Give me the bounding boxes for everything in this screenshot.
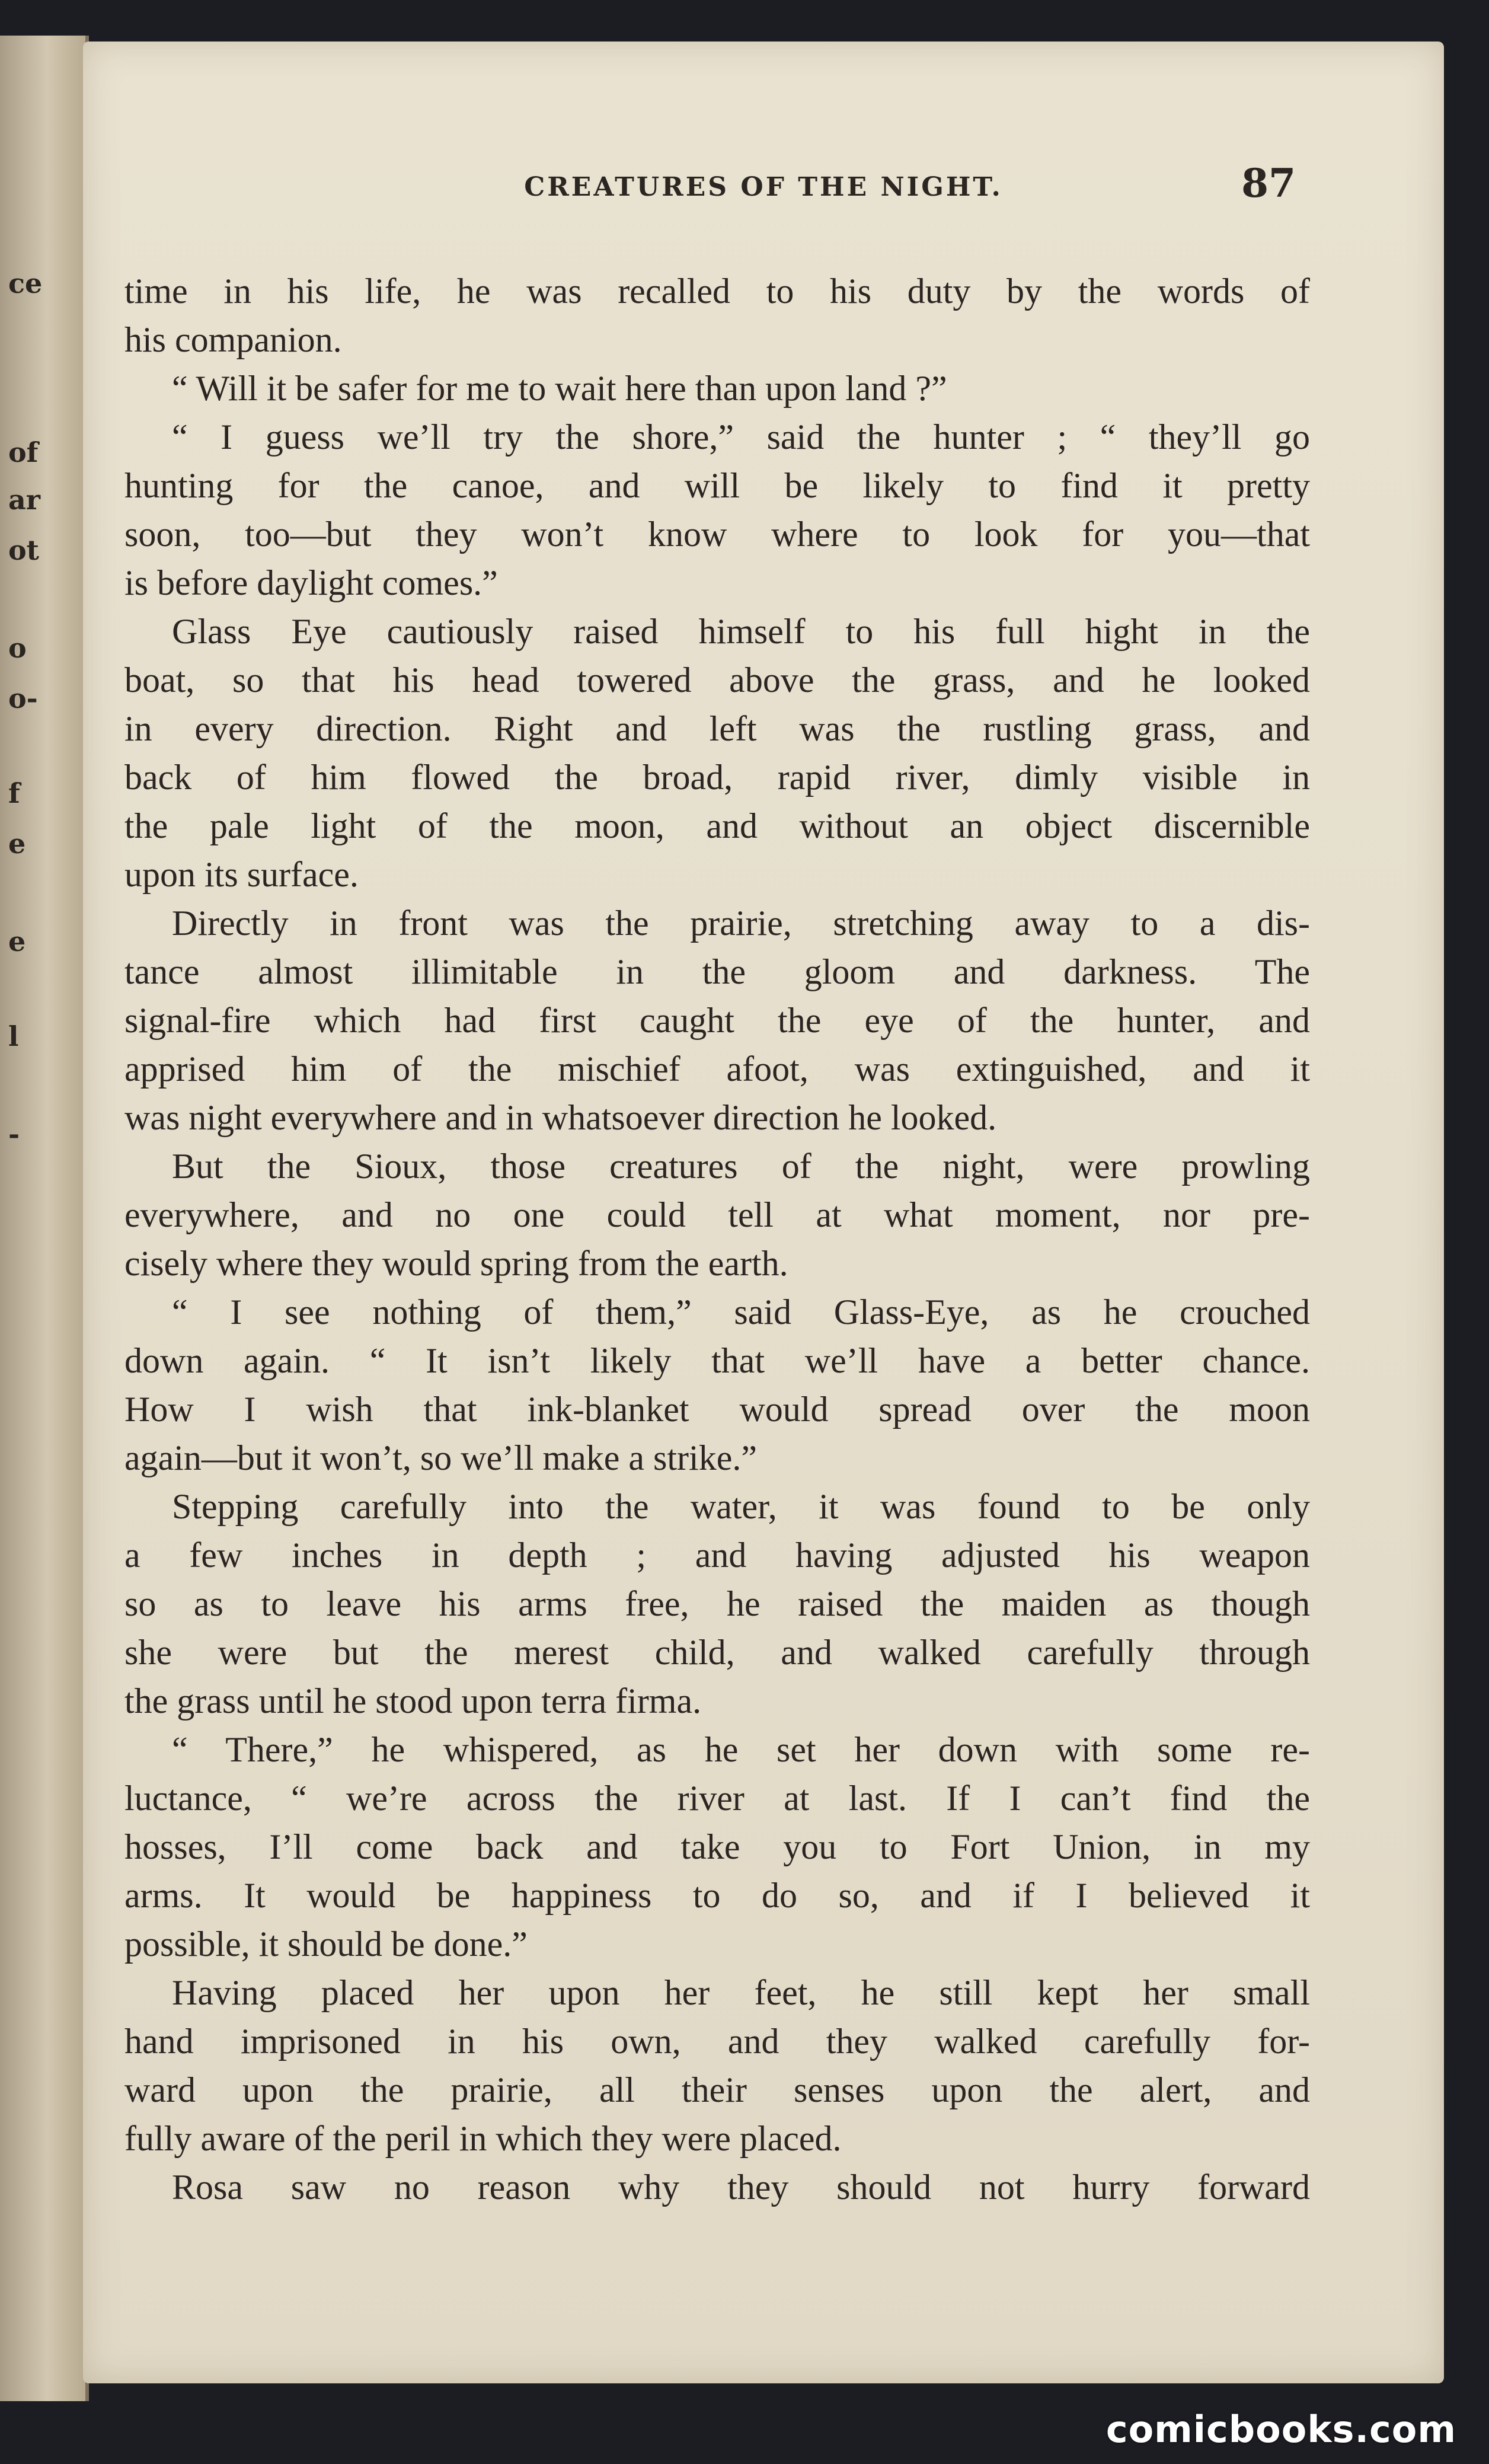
- prev-page-fragment: of: [8, 436, 39, 468]
- text-line: hosses, I’ll come back and take you to Fort Union, in my: [124, 1827, 1310, 1866]
- prev-page-fragment: ot: [8, 534, 39, 566]
- book-page: [83, 42, 1444, 2383]
- prev-page-fragment: o: [8, 632, 27, 664]
- text-line: soon, too—but they won’t know where to look for you—that: [124, 515, 1310, 554]
- text-line: arms. It would be happiness to do so, and if I believed it: [124, 1876, 1310, 1915]
- text-line: “ There,” he whispered, as he set her down with some re-: [172, 1730, 1310, 1769]
- text-line: possible, it should be done.”: [124, 1924, 528, 1964]
- text-line: in every direction. Right and left was the rustling grass, and: [124, 709, 1310, 748]
- text-line: is before daylight comes.”: [124, 563, 498, 602]
- text-line: Directly in front was the prairie, stretching away to a dis-: [172, 904, 1310, 943]
- text-line: hunting for the canoe, and will be likely to find it pretty: [124, 466, 1310, 505]
- text-line: “ I see nothing of them,” said Glass-Eye, as he crouched: [172, 1292, 1310, 1332]
- text-line: How I wish that ink-blanket would spread over the moon: [124, 1390, 1310, 1429]
- text-line: she were but the merest child, and walked carefully through: [124, 1633, 1310, 1672]
- text-line: Rosa saw no reason why they should not hurry forward: [172, 2168, 1310, 2207]
- text-line: “ I guess we’ll try the shore,” said the hunter ; “ they’ll go: [172, 417, 1310, 457]
- text-line: down again. “ It isn’t likely that we’ll have a better chance.: [124, 1341, 1310, 1380]
- prev-page-fragment: ce: [8, 267, 43, 299]
- page-number: 87: [1241, 160, 1296, 206]
- text-line: everywhere, and no one could tell at what moment, nor pre-: [124, 1195, 1310, 1234]
- text-line: “ Will it be safer for me to wait here than upon land ?”: [172, 369, 947, 408]
- text-line: hand imprisoned in his own, and they walked carefully for-: [124, 2022, 1310, 2061]
- text-line: so as to leave his arms free, he raised the maiden as though: [124, 1584, 1310, 1623]
- text-line: luctance, “ we’re across the river at last. If I can’t find the: [124, 1779, 1310, 1818]
- body-text: [124, 267, 1310, 2211]
- prev-page-fragment: -: [8, 1118, 20, 1150]
- prev-page-fragment: ar: [8, 484, 41, 516]
- text-line: But the Sioux, those creatures of the night, were prowling: [172, 1147, 1310, 1186]
- running-head: CREATURES OF THE NIGHT.: [524, 172, 1003, 202]
- prev-page-fragment: l: [8, 1020, 19, 1052]
- text-line: the grass until he stood upon terra firma.: [124, 1681, 702, 1721]
- text-line: time in his life, he was recalled to his duty by the words of: [124, 272, 1310, 311]
- text-line: the pale light of the moon, and without an object discernible: [124, 806, 1310, 845]
- text-line: fully aware of the peril in which they were placed.: [124, 2119, 842, 2158]
- text-line: apprised him of the mischief afoot, was extinguished, and it: [124, 1049, 1310, 1089]
- previous-page-edge: [0, 36, 89, 2401]
- text-line: tance almost illimitable in the gloom and darkness. The: [124, 952, 1310, 991]
- text-line: upon its surface.: [124, 855, 359, 894]
- text-line: signal-fire which had first caught the eye of the hunter, and: [124, 1001, 1310, 1040]
- text-line: cisely where they would spring from the earth.: [124, 1244, 788, 1283]
- prev-page-fragment: e: [8, 828, 26, 860]
- text-line: his companion.: [124, 320, 342, 359]
- text-line: boat, so that his head towered above the grass, and he looked: [124, 660, 1310, 700]
- text-line: a few inches in depth ; and having adjusted his weapon: [124, 1536, 1310, 1575]
- text-line: was night everywhere and in whatsoever direction he looked.: [124, 1098, 997, 1137]
- prev-page-fragment: e: [8, 925, 26, 957]
- watermark: comicbooks.com: [1105, 2408, 1456, 2451]
- text-line: back of him flowed the broad, rapid river, dimly visible in: [124, 758, 1310, 797]
- text-line: ward upon the prairie, all their senses upon the alert, and: [124, 2070, 1310, 2109]
- prev-page-fragment: o-: [8, 682, 38, 714]
- text-line: again—but it won’t, so we’ll make a strike.”: [124, 1438, 757, 1477]
- text-line: Stepping carefully into the water, it was found to be only: [172, 1487, 1310, 1526]
- text-line: Glass Eye cautiously raised himself to his full hight in the: [172, 612, 1310, 651]
- prev-page-fragment: f: [8, 777, 20, 809]
- text-line: Having placed her upon her feet, he still kept her small: [172, 1973, 1310, 2012]
